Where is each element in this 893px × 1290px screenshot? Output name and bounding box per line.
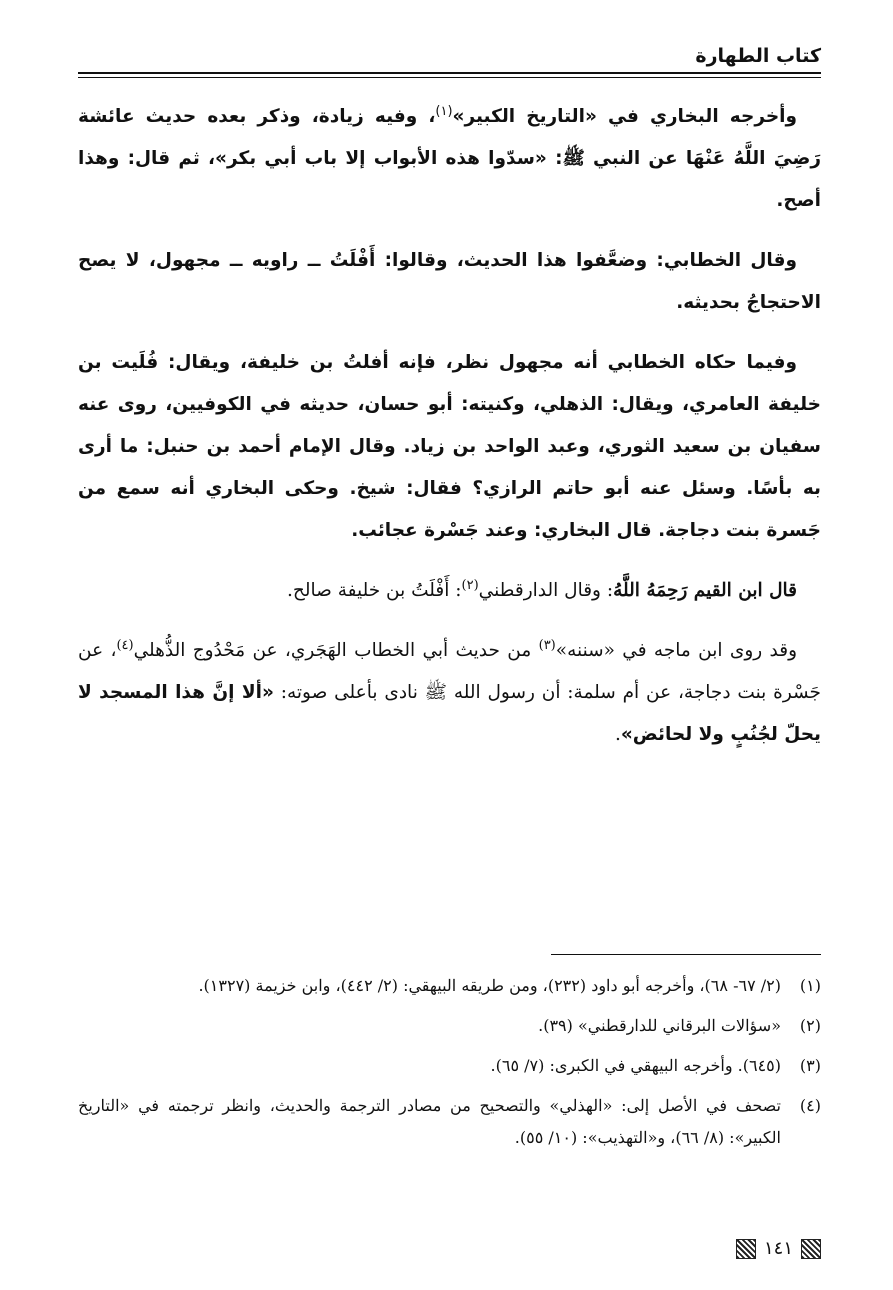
footnote-ref-3[interactable]: (٣) <box>538 637 556 653</box>
ornament-icon <box>736 1239 756 1259</box>
paragraph-5-text-b: من حديث أبي الخطاب الهَجَري، عن مَحْدُوج الذُّهلي <box>133 640 539 661</box>
footnote-2 <box>78 1010 821 1042</box>
footnote-ref-4[interactable]: (٤) <box>116 637 134 653</box>
main-text <box>78 96 821 756</box>
book-page <box>78 34 821 1260</box>
footnote-ref-1[interactable]: (١) <box>435 103 453 119</box>
footnote-3 <box>78 1050 821 1082</box>
paragraph-2-text: وقال الخطابي: وضعَّفوا هذا الحديث، وقالوا: أَفْلَتُ ــ راويه ــ مجهول، لا يصح الاحتجاجُ بحديثه. <box>78 250 821 313</box>
paragraph-5-text-a: وقد روى ابن ماجه في «سننه» <box>555 640 798 661</box>
footnote-ref-2[interactable]: (٢) <box>461 577 479 593</box>
footnote-number: (٢) <box>799 1016 821 1035</box>
footnotes <box>78 970 821 1162</box>
footnote-text: (٢/ ٦٧- ٦٨)، وأخرجه أبو داود (٢٣٢)، ومن طريقه البيهقي: (٢/ ٤٤٢)، وابن خزيمة (١٣٢٧). <box>198 976 781 995</box>
paragraph-2 <box>78 240 821 324</box>
paragraph-4-text-b: : أَفْلَتُ بن خليفة صالح. <box>287 580 462 601</box>
paragraph-5-end: . <box>614 724 621 745</box>
ibn-qayyim-lead: قال ابن القيم رَحِمَهُ اللَّهُ <box>613 580 797 601</box>
paragraph-5-text-c: ، عن جَسْرة بنت دجاجة، عن أم سلمة: أن رسول الله ﷺ نادى بأعلى صوته: <box>78 640 821 703</box>
footnote-1 <box>78 970 821 1002</box>
paragraph-1-text-b: ، وفيه زيادة، وذكر بعده حديث عائشة رَضِيَ اللَّهُ عَنْهَا عن النبي ﷺ: «سدّوا هذه الأبواب إلا باب أبي بكر»، ثم قال: وهذا أصح. <box>78 106 821 211</box>
paragraph-5 <box>78 630 821 756</box>
header-rule <box>78 72 821 78</box>
footnote-text: «سؤالات البرقاني للدارقطني» (٣٩). <box>538 1016 781 1035</box>
running-header <box>78 34 821 68</box>
paragraph-1 <box>78 96 821 222</box>
hadith-quote: «ألا إنَّ هذا المسجد لا يحلّ لجُنُبٍ ولا لحائض» <box>78 682 821 745</box>
page-folio <box>736 1238 821 1260</box>
footnote-number: (١) <box>799 976 821 995</box>
footnote-4 <box>78 1090 821 1154</box>
paragraph-3-text: وفيما حكاه الخطابي أنه مجهول نظر، فإنه أفلتُ بن خليفة، ويقال: فُلَيت بن خليفة العامري، ويقال: الذهلي، وكنيته: أبو حسان، حديثه في الكوفيين، روى عنه سفيان بن سعيد الثوري، وعبد الواحد بن زياد. وقال الإمام أحمد بن حنبل: ما أرى به بأسًا. وسئل عنه أبو حاتم الرازي؟ فقال: شيخ. وحكى البخاري أنه سمع من جَسرة بنت دجاجة. قال البخاري: وعند جَسْرة عجائب. <box>78 352 821 541</box>
footnote-text: تصحف في الأصل إلى: «الهذلي» والتصحيح من مصادر الترجمة والحديث، وانظر ترجمته في «التاريخ الكبير»: (٨/ ٦٦)، و«التهذيب»: (١٠/ ٥٥). <box>78 1096 781 1147</box>
paragraph-3 <box>78 342 821 552</box>
footnote-number: (٤) <box>799 1096 821 1115</box>
footnote-separator <box>551 954 821 955</box>
chapter-title: كتاب الطهارة <box>695 45 821 67</box>
footnote-number: (٣) <box>799 1056 821 1075</box>
footnote-text: (٦٤٥). وأخرجه البيهقي في الكبرى: (٧/ ٦٥). <box>490 1056 781 1075</box>
paragraph-4-text-a: : وقال الدارقطني <box>478 580 614 601</box>
ornament-icon <box>801 1239 821 1259</box>
page-number: ١٤١ <box>763 1238 793 1259</box>
paragraph-4 <box>78 570 821 612</box>
paragraph-1-text-a: وأخرجه البخاري في «التاريخ الكبير» <box>452 106 797 127</box>
